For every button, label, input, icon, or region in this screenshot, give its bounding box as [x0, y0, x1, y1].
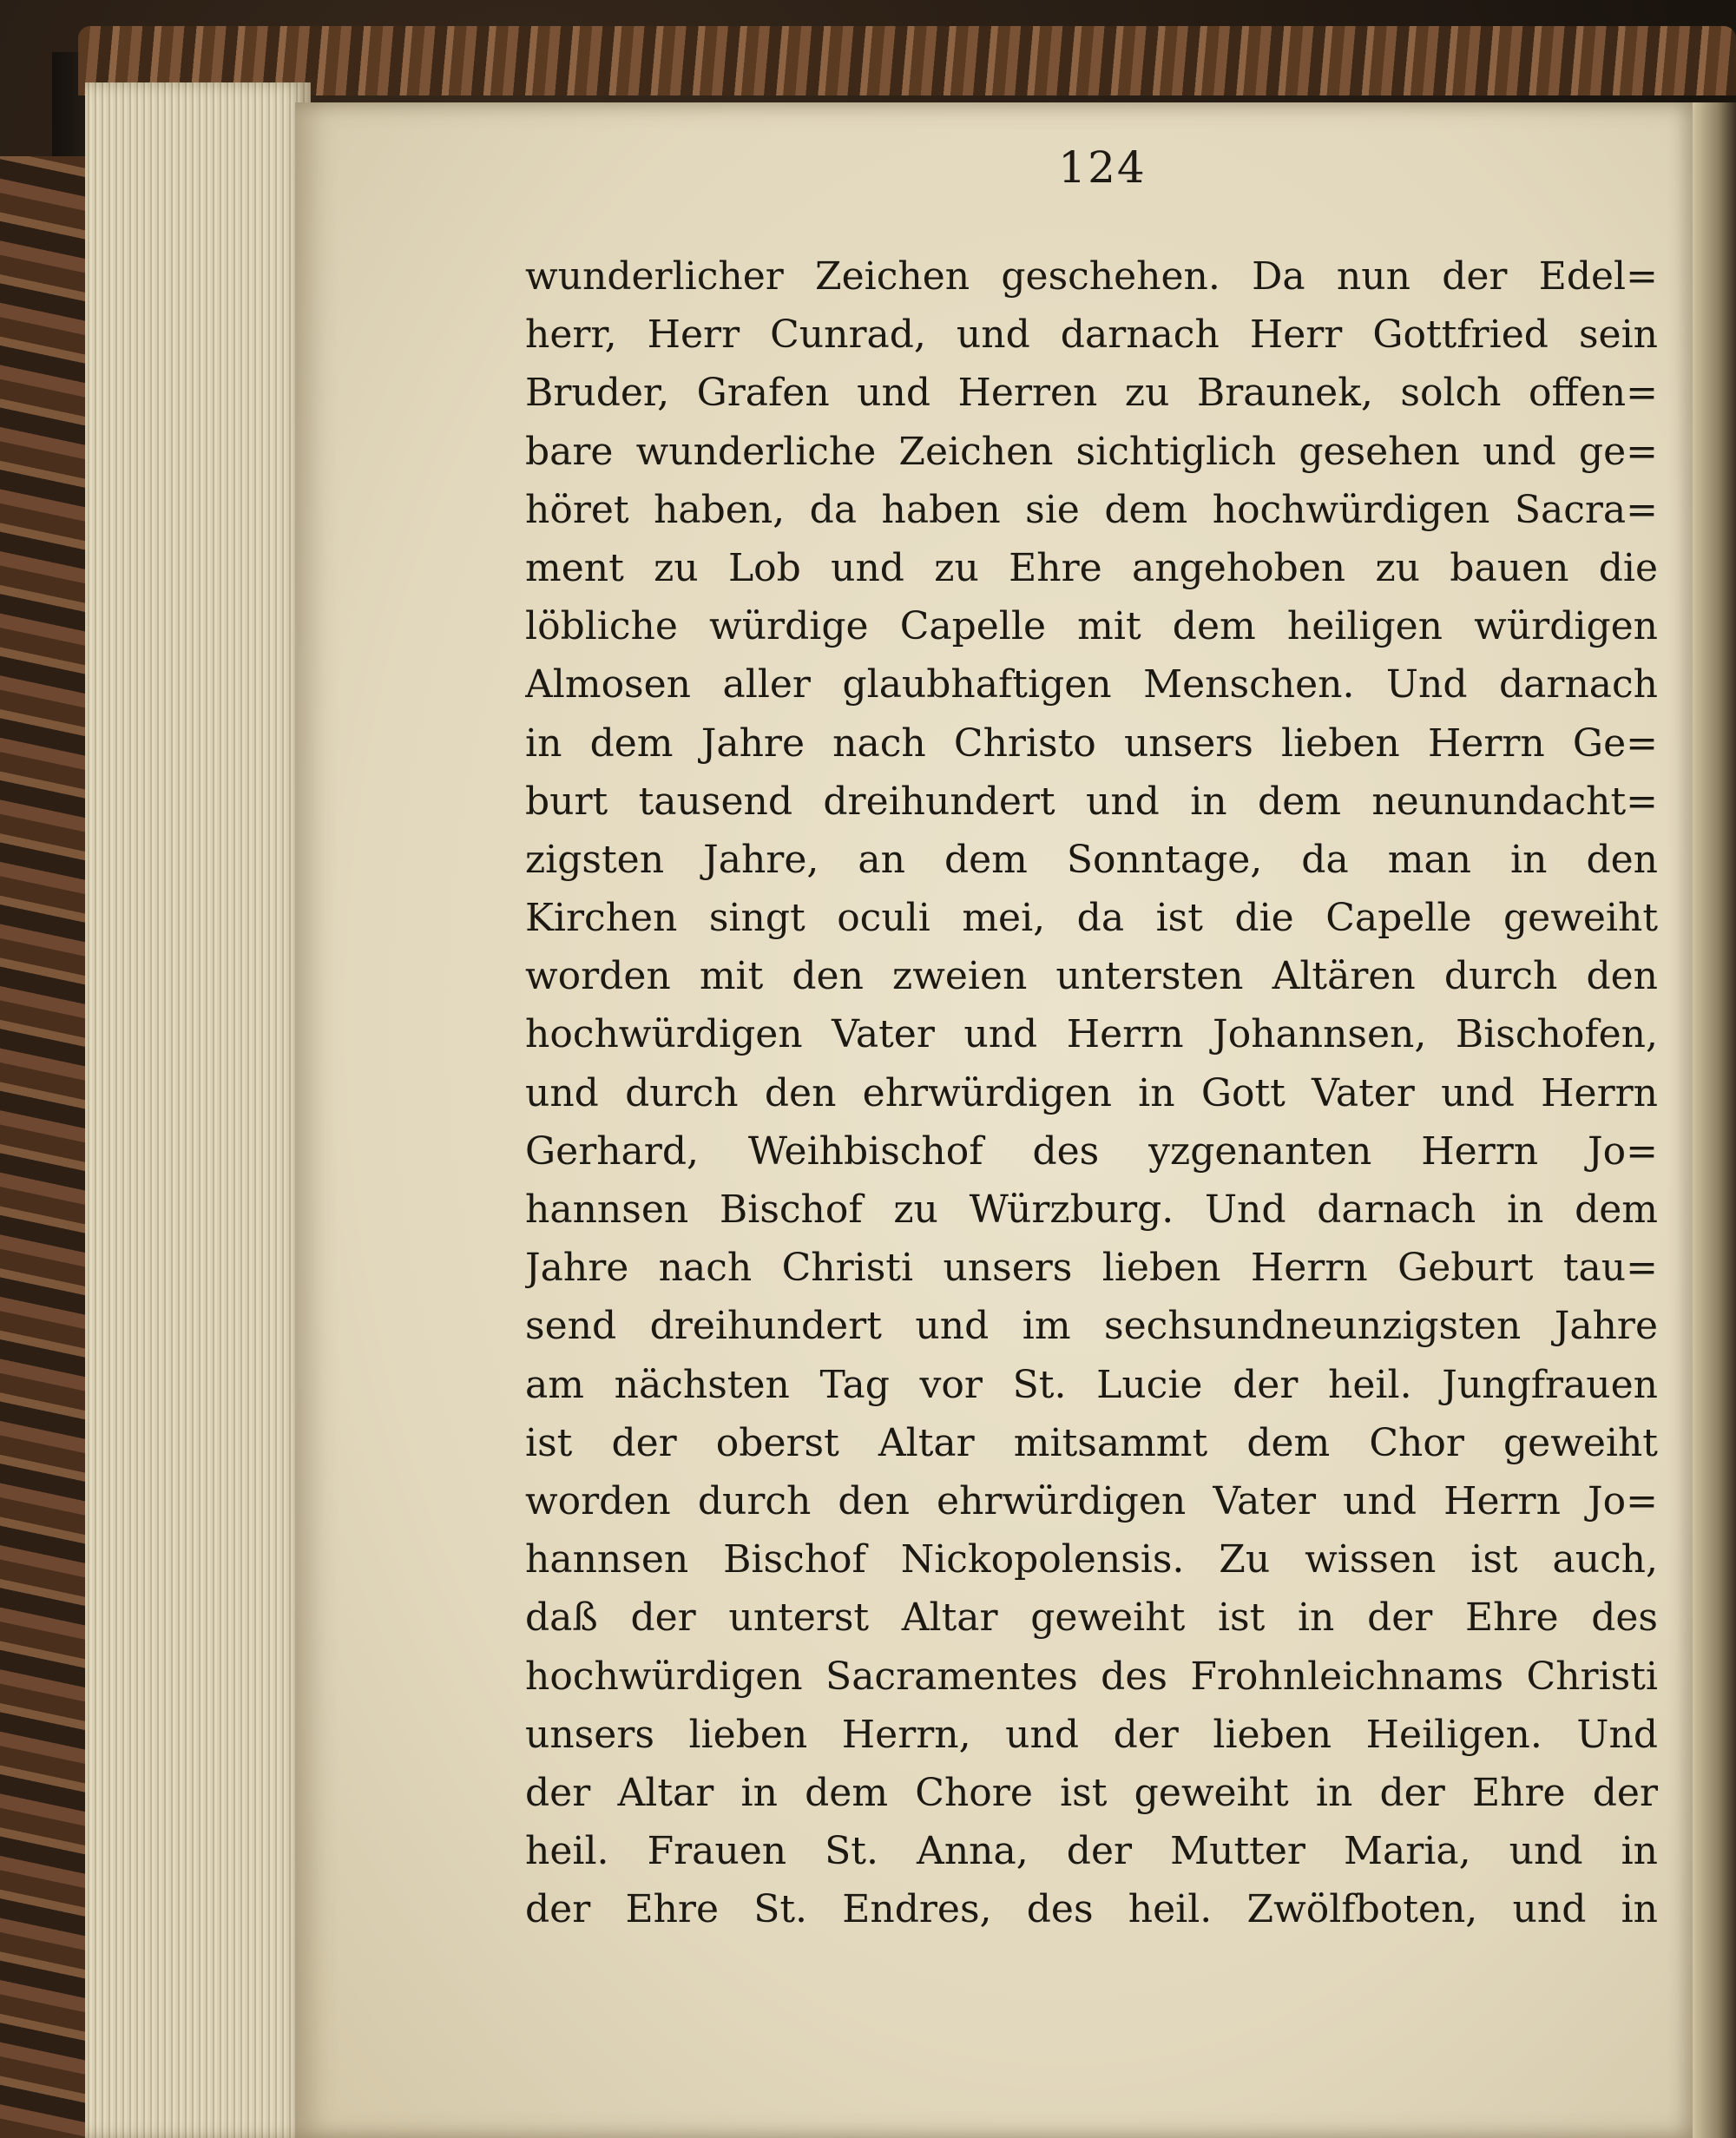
text-line: ment zu Lob und zu Ehre angehoben zu bauen die [525, 545, 1658, 590]
text-line: heil. Frauen St. Anna, der Mutter Maria, und in [525, 1829, 1658, 1874]
text-line: in dem Jahre nach Christo unsers lieben Herrn Ge= [525, 720, 1658, 766]
text-line: hannsen Bischof Nickopolensis. Zu wissen ist auch, [525, 1537, 1658, 1582]
text-line: und durch den ehrwürdigen in Gott Vater und Herrn [525, 1070, 1658, 1115]
text-line: zigsten Jahre, an dem Sonntage, da man in den [525, 837, 1658, 882]
text-line: Jahre nach Christi unsers lieben Herrn Geburt tau= [525, 1246, 1658, 1291]
page-right-edge [1693, 102, 1736, 2138]
text-line: wunderlicher Zeichen geschehen. Da nun der Edel= [525, 254, 1658, 299]
text-line: Bruder, Grafen und Herren zu Braunek, solch offen= [525, 371, 1658, 416]
text-line: burt tausend dreihundert und in dem neunundacht= [525, 779, 1658, 824]
text-line: herr, Herr Cunrad, und darnach Herr Gottfried sein [525, 312, 1658, 358]
marbled-cover-top [78, 26, 1736, 95]
page-text [525, 247, 1658, 1938]
text-line: hochwürdigen Sacramentes des Frohnleichnams Christi [525, 1654, 1658, 1699]
text-line: hannsen Bischof zu Würzburg. Und darnach in dem [525, 1187, 1658, 1232]
text-line: send dreihundert und im sechsundneunzigsten Jahre [525, 1304, 1658, 1349]
text-line: Gerhard, Weihbischof des yzgenanten Herrn Jo= [525, 1128, 1658, 1174]
page-edges [85, 82, 311, 2138]
text-line: der Ehre St. Endres, des heil. Zwölfboten, und in [525, 1887, 1658, 1932]
text-line: höret haben, da haben sie dem hochwürdigen Sacra= [525, 487, 1658, 532]
text-line: worden durch den ehrwürdigen Vater und Herrn Jo= [525, 1478, 1658, 1523]
text-line: Almosen aller glaubhaftigen Menschen. Und darnach [525, 662, 1658, 707]
text-line: hochwürdigen Vater und Herrn Johannsen, Bischofen, [525, 1012, 1658, 1057]
text-line: bare wunderliche Zeichen sichtiglich gesehen und ge= [525, 429, 1658, 474]
text-line: ist der oberst Altar mitsammt dem Chor geweiht [525, 1420, 1658, 1465]
text-line: am nächsten Tag vor St. Lucie der heil. Jungfrauen [525, 1362, 1658, 1407]
text-line: daß der unterst Altar geweiht ist in der Ehre des [525, 1595, 1658, 1641]
page-number: 124 [1058, 142, 1147, 193]
text-line: worden mit den zweien untersten Altären durch den [525, 954, 1658, 999]
text-line: der Altar in dem Chore ist geweiht in der Ehre der [525, 1770, 1658, 1815]
text-line: unsers lieben Herrn, und der lieben Heiligen. Und [525, 1712, 1658, 1757]
text-line: Kirchen singt oculi mei, da ist die Capelle geweiht [525, 896, 1658, 941]
text-line: löbliche würdige Capelle mit dem heiligen würdigen [525, 604, 1658, 649]
